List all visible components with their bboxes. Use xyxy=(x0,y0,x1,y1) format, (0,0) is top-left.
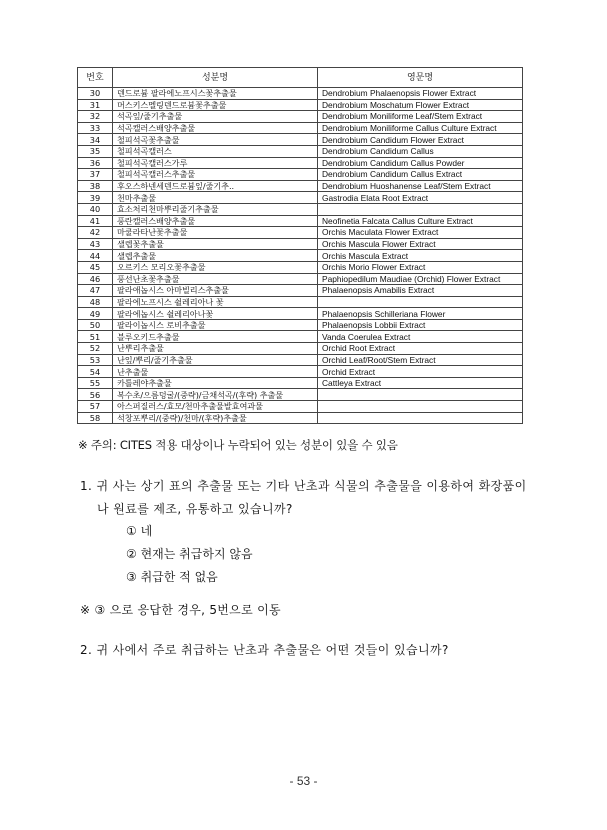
row-number: 41 xyxy=(78,215,113,227)
header-number: 번호 xyxy=(78,68,113,88)
table-row xyxy=(78,88,523,100)
page-number: - 53 - xyxy=(289,774,318,788)
row-ingredient-name: 팔라에노프시스 쉴레리아나 꽃 xyxy=(113,296,318,308)
row-english-name xyxy=(318,296,523,308)
row-ingredient-name: 후오스하넨세덴드로븀잎/줄기추.. xyxy=(113,180,318,192)
table-row xyxy=(78,169,523,181)
row-english-name xyxy=(318,412,523,424)
question-1-option-2: ② 현재는 취급하지 않음 xyxy=(126,547,253,561)
row-ingredient-name: 천마추출물 xyxy=(113,192,318,204)
row-ingredient-name: 복수초/으름덩굴/(중략)/금채석곡/(후략) 추출물 xyxy=(113,389,318,401)
table-row xyxy=(78,377,523,389)
row-number: 31 xyxy=(78,99,113,111)
table-row xyxy=(78,99,523,111)
row-number: 44 xyxy=(78,250,113,262)
row-english-name: Orchis Mascula Extract xyxy=(318,250,523,262)
table-row xyxy=(78,227,523,239)
row-number: 43 xyxy=(78,238,113,250)
question-1-option-3: ③ 취급한 적 없음 xyxy=(126,570,218,584)
row-ingredient-name: 석창포뿌리/(중략)/천마/(후략)추출물 xyxy=(113,412,318,424)
ingredient-table xyxy=(77,67,523,424)
row-ingredient-name: 팔라애놉시스 아마빌리스추출물 xyxy=(113,285,318,297)
header-english-name: 영문명 xyxy=(318,68,523,88)
table-row xyxy=(78,122,523,134)
table-row xyxy=(78,238,523,250)
row-ingredient-name: 블루오키드추출물 xyxy=(113,331,318,343)
row-english-name xyxy=(318,401,523,413)
row-english-name: Orchis Mascula Flower Extract xyxy=(318,238,523,250)
row-english-name: Dendrobium Moniliforme Leaf/Stem Extract xyxy=(318,111,523,123)
row-number: 32 xyxy=(78,111,113,123)
row-number: 58 xyxy=(78,412,113,424)
row-ingredient-name: 철피석곡캘러스가루 xyxy=(113,157,318,169)
row-english-name: Dendrobium Candidum Flower Extract xyxy=(318,134,523,146)
row-english-name: Orchid Root Extract xyxy=(318,343,523,355)
skip-instruction: ※ ③ 으로 응답한 경우, 5번으로 이동 xyxy=(80,603,281,617)
table-row xyxy=(78,203,523,215)
row-english-name xyxy=(318,203,523,215)
row-english-name: Dendrobium Moniliforme Callus Culture Extract xyxy=(318,122,523,134)
row-number: 50 xyxy=(78,319,113,331)
row-ingredient-name: 샐렙추출물 xyxy=(113,250,318,262)
row-english-name: Phalaenopsis Schilleriana Flower xyxy=(318,308,523,320)
row-english-name: Dendrobium Phalaenopsis Flower Extract xyxy=(318,88,523,100)
row-number: 57 xyxy=(78,401,113,413)
row-ingredient-name: 효소처리천마뿌리줄기추출물 xyxy=(113,203,318,215)
row-ingredient-name: 철피석곡캘러스 xyxy=(113,145,318,157)
row-ingredient-name: 난추출물 xyxy=(113,366,318,378)
row-english-name: Neofinetia Falcata Callus Culture Extract xyxy=(318,215,523,227)
row-number: 51 xyxy=(78,331,113,343)
row-number: 38 xyxy=(78,180,113,192)
table-row xyxy=(78,389,523,401)
header-ingredient-name: 성분명 xyxy=(113,68,318,88)
row-ingredient-name: 오르키스 모리오꽃추출물 xyxy=(113,261,318,273)
row-ingredient-name: 덴드로븀 팔라에노프시스꽃추출물 xyxy=(113,88,318,100)
row-english-name: Vanda Coerulea Extract xyxy=(318,331,523,343)
row-number: 30 xyxy=(78,88,113,100)
row-number: 48 xyxy=(78,296,113,308)
row-ingredient-name: 풍란캘러스배양추출물 xyxy=(113,215,318,227)
row-english-name xyxy=(318,389,523,401)
row-english-name: Dendrobium Candidum Callus Powder xyxy=(318,157,523,169)
row-ingredient-name: 석곡캘러스배양추출물 xyxy=(113,122,318,134)
row-english-name: Dendrobium Moschatum Flower Extract xyxy=(318,99,523,111)
row-ingredient-name: 카틀레야추출물 xyxy=(113,377,318,389)
row-number: 49 xyxy=(78,308,113,320)
table-row xyxy=(78,343,523,355)
row-english-name: Orchid Extract xyxy=(318,366,523,378)
table-row xyxy=(78,273,523,285)
table-row xyxy=(78,285,523,297)
row-english-name: Phalaenopsis Lobbii Extract xyxy=(318,319,523,331)
row-number: 55 xyxy=(78,377,113,389)
row-english-name: Phalaenopsis Amabilis Extract xyxy=(318,285,523,297)
row-number: 40 xyxy=(78,203,113,215)
cites-note: ※ 주의: CITES 적용 대상이나 누락되어 있는 성분이 있을 수 있음 xyxy=(78,438,398,452)
row-english-name: Cattleya Extract xyxy=(318,377,523,389)
row-number: 46 xyxy=(78,273,113,285)
row-ingredient-name: 철피석곡캘러스추출물 xyxy=(113,169,318,181)
row-number: 42 xyxy=(78,227,113,239)
row-number: 45 xyxy=(78,261,113,273)
table-header-row xyxy=(78,68,523,88)
question-1-option-1: ① 네 xyxy=(126,524,153,538)
table-row xyxy=(78,180,523,192)
row-ingredient-name: 팔라에놉시스 쉴레리아나꽃 xyxy=(113,308,318,320)
row-number: 36 xyxy=(78,157,113,169)
row-ingredient-name: 풍선난초꽃추출물 xyxy=(113,273,318,285)
row-number: 39 xyxy=(78,192,113,204)
table-body xyxy=(78,88,523,424)
row-ingredient-name: 난잎/뿌리/줄기추출물 xyxy=(113,354,318,366)
row-ingredient-name: 난뿌리추출물 xyxy=(113,343,318,355)
table-row xyxy=(78,412,523,424)
row-english-name: Dendrobium Candidum Callus Extract xyxy=(318,169,523,181)
table-row xyxy=(78,215,523,227)
row-ingredient-name: 머스키스멜링덴드로븀꽃추출물 xyxy=(113,99,318,111)
table-row xyxy=(78,308,523,320)
row-number: 35 xyxy=(78,145,113,157)
row-ingredient-name: 철피석곡꽃추출물 xyxy=(113,134,318,146)
row-ingredient-name: 석곡잎/줄기추출물 xyxy=(113,111,318,123)
table-row xyxy=(78,331,523,343)
row-english-name: Paphiopedilum Maudiae (Orchid) Flower Extract xyxy=(318,273,523,285)
row-english-name: Orchis Maculata Flower Extract xyxy=(318,227,523,239)
table-row xyxy=(78,111,523,123)
row-english-name: Gastrodia Elata Root Extract xyxy=(318,192,523,204)
row-number: 52 xyxy=(78,343,113,355)
table-row xyxy=(78,134,523,146)
table-row xyxy=(78,145,523,157)
table-row xyxy=(78,250,523,262)
row-ingredient-name: 아스퍼질러스/효모/천마추출물발효여과물 xyxy=(113,401,318,413)
row-english-name: Dendrobium Candidum Callus xyxy=(318,145,523,157)
row-english-name: Dendrobium Huoshanense Leaf/Stem Extract xyxy=(318,180,523,192)
row-ingredient-name: 샐렙꽃추출물 xyxy=(113,238,318,250)
row-number: 37 xyxy=(78,169,113,181)
table-row xyxy=(78,401,523,413)
row-english-name: Orchid Leaf/Root/Stem Extract xyxy=(318,354,523,366)
question-1-line-2: 나 원료를 제조, 유통하고 있습니까? xyxy=(97,502,293,516)
table-row xyxy=(78,261,523,273)
row-number: 53 xyxy=(78,354,113,366)
row-number: 56 xyxy=(78,389,113,401)
row-number: 34 xyxy=(78,134,113,146)
table-row xyxy=(78,192,523,204)
row-ingredient-name: 마쿨라타난꽃추출물 xyxy=(113,227,318,239)
table-row xyxy=(78,366,523,378)
row-english-name: Orchis Morio Flower Extract xyxy=(318,261,523,273)
row-number: 47 xyxy=(78,285,113,297)
table-row xyxy=(78,354,523,366)
row-number: 33 xyxy=(78,122,113,134)
table-row xyxy=(78,296,523,308)
row-number: 54 xyxy=(78,366,113,378)
question-2: 2. 귀 사에서 주로 취급하는 난초과 추출물은 어떤 것들이 있습니까? xyxy=(80,643,449,657)
table-row xyxy=(78,319,523,331)
question-1-line-1: 1. 귀 사는 상기 표의 추출물 또는 기타 난초과 식물의 추출물을 이용하여 화장품이 xyxy=(80,479,527,493)
table-row xyxy=(78,157,523,169)
row-ingredient-name: 팔라이놉시스 로비추출물 xyxy=(113,319,318,331)
